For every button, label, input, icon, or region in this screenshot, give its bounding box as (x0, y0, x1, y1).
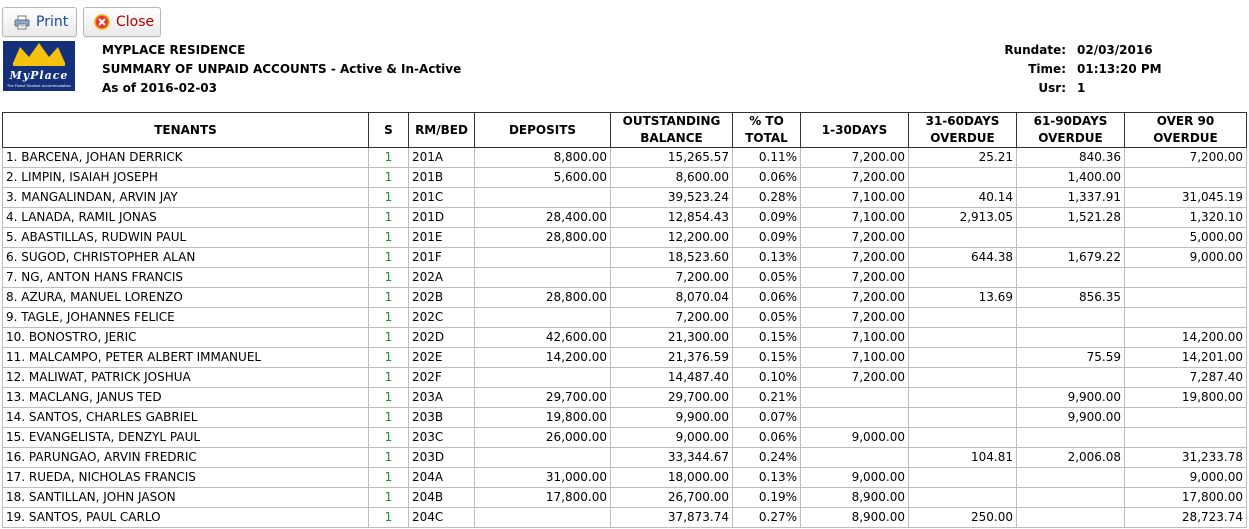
print-label: Print (36, 14, 69, 30)
tenant-name: 15. EVANGELISTA, DENZYL PAUL (3, 428, 369, 448)
percent-to-total: 0.06% (733, 288, 801, 308)
days-61-90-overdue (1017, 228, 1125, 248)
outstanding-balance: 37,873.74 (611, 508, 733, 528)
myplace-logo (3, 41, 75, 91)
over-90-overdue (1125, 408, 1247, 428)
table-row (3, 448, 1247, 468)
status: 1 (369, 508, 409, 528)
percent-to-total: 0.13% (733, 468, 801, 488)
over-90-overdue (1125, 168, 1247, 188)
percent-to-total: 0.13% (733, 248, 801, 268)
outstanding-balance: 7,200.00 (611, 268, 733, 288)
days-61-90-overdue: 856.35 (1017, 288, 1125, 308)
table-row (3, 188, 1247, 208)
days-31-60-overdue (909, 168, 1017, 188)
over-90-overdue: 19,800.00 (1125, 388, 1247, 408)
room-bed: 201F (409, 248, 475, 268)
percent-to-total: 0.05% (733, 268, 801, 288)
col-header: TENANTS (3, 113, 369, 148)
days-61-90-overdue (1017, 428, 1125, 448)
tenant-name: 4. LANADA, RAMIL JONAS (3, 208, 369, 228)
tenant-name: 12. MALIWAT, PATRICK JOSHUA (3, 368, 369, 388)
days-61-90-overdue (1017, 268, 1125, 288)
status: 1 (369, 188, 409, 208)
outstanding-balance: 12,200.00 (611, 228, 733, 248)
tenant-name: 19. SANTOS, PAUL CARLO (3, 508, 369, 528)
days-31-60-overdue (909, 428, 1017, 448)
status: 1 (369, 388, 409, 408)
print-button[interactable] (2, 7, 77, 37)
deposits: 42,600.00 (475, 328, 611, 348)
tenant-name: 3. MANGALINDAN, ARVIN JAY (3, 188, 369, 208)
outstanding-balance: 8,600.00 (611, 168, 733, 188)
table-row (3, 268, 1247, 288)
table-row (3, 328, 1247, 348)
report-date: As of 2016-02-03 (102, 81, 218, 95)
room-bed: 201C (409, 188, 475, 208)
room-bed: 203C (409, 428, 475, 448)
room-bed: 202C (409, 308, 475, 328)
room-bed: 203D (409, 448, 475, 468)
tenant-name: 6. SUGOD, CHRISTOPHER ALAN (3, 248, 369, 268)
days-31-60-overdue (909, 348, 1017, 368)
tenant-name: 9. TAGLE, JOHANNES FELICE (3, 308, 369, 328)
over-90-overdue (1125, 428, 1247, 448)
deposits: 29,700.00 (475, 388, 611, 408)
deposits: 17,800.00 (475, 488, 611, 508)
status: 1 (369, 208, 409, 228)
over-90-overdue: 14,200.00 (1125, 328, 1247, 348)
room-bed: 202E (409, 348, 475, 368)
table-row (3, 228, 1247, 248)
company-name: MYPLACE RESIDENCE (102, 43, 246, 57)
table-row (3, 388, 1247, 408)
tenant-name: 7. NG, ANTON HANS FRANCIS (3, 268, 369, 288)
percent-to-total: 0.11% (733, 148, 801, 168)
deposits (475, 188, 611, 208)
room-bed: 201D (409, 208, 475, 228)
days-1-30: 7,200.00 (801, 228, 909, 248)
status: 1 (369, 348, 409, 368)
percent-to-total: 0.09% (733, 228, 801, 248)
tenant-name: 8. AZURA, MANUEL LORENZO (3, 288, 369, 308)
tenant-name: 16. PARUNGAO, ARVIN FREDRIC (3, 448, 369, 468)
days-31-60-overdue: 25.21 (909, 148, 1017, 168)
table-row (3, 168, 1247, 188)
days-1-30: 9,000.00 (801, 468, 909, 488)
outstanding-balance: 14,487.40 (611, 368, 733, 388)
days-31-60-overdue (909, 228, 1017, 248)
outstanding-balance: 21,376.59 (611, 348, 733, 368)
tenant-name: 18. SANTILLAN, JOHN JASON (3, 488, 369, 508)
time-label: Time: (1028, 62, 1066, 76)
col-header: 1-30DAYS (801, 113, 909, 148)
days-31-60-overdue (909, 468, 1017, 488)
status: 1 (369, 268, 409, 288)
outstanding-balance: 39,523.24 (611, 188, 733, 208)
days-31-60-overdue: 13.69 (909, 288, 1017, 308)
days-61-90-overdue (1017, 488, 1125, 508)
tenant-name: 10. BONOSTRO, JERIC (3, 328, 369, 348)
usr-label: Usr: (1038, 81, 1066, 95)
days-61-90-overdue: 9,900.00 (1017, 408, 1125, 428)
percent-to-total: 0.10% (733, 368, 801, 388)
room-bed: 201E (409, 228, 475, 248)
status: 1 (369, 488, 409, 508)
room-bed: 204C (409, 508, 475, 528)
status: 1 (369, 428, 409, 448)
status: 1 (369, 308, 409, 328)
col-header: OVER 90 OVERDUE (1125, 113, 1247, 148)
over-90-overdue: 9,000.00 (1125, 468, 1247, 488)
percent-to-total: 0.07% (733, 408, 801, 428)
days-1-30: 7,100.00 (801, 208, 909, 228)
col-header: DEPOSITS (475, 113, 611, 148)
days-31-60-overdue: 40.14 (909, 188, 1017, 208)
days-31-60-overdue: 644.38 (909, 248, 1017, 268)
deposits: 19,800.00 (475, 408, 611, 428)
days-1-30: 7,100.00 (801, 188, 909, 208)
percent-to-total: 0.28% (733, 188, 801, 208)
table-row (3, 428, 1247, 448)
printer-icon (14, 15, 30, 30)
close-label: Close (116, 14, 155, 30)
percent-to-total: 0.06% (733, 168, 801, 188)
unpaid-accounts-table (2, 112, 1247, 528)
days-1-30 (801, 408, 909, 428)
days-31-60-overdue (909, 408, 1017, 428)
days-1-30: 7,200.00 (801, 268, 909, 288)
table-row (3, 208, 1247, 228)
days-31-60-overdue (909, 308, 1017, 328)
percent-to-total: 0.24% (733, 448, 801, 468)
tenant-name: 11. MALCAMPO, PETER ALBERT IMMANUEL (3, 348, 369, 368)
room-bed: 202B (409, 288, 475, 308)
days-1-30: 7,200.00 (801, 368, 909, 388)
days-1-30 (801, 448, 909, 468)
days-31-60-overdue (909, 328, 1017, 348)
table-row (3, 348, 1247, 368)
days-1-30: 7,200.00 (801, 248, 909, 268)
days-1-30: 7,200.00 (801, 288, 909, 308)
col-header: RM/BED (409, 113, 475, 148)
status: 1 (369, 248, 409, 268)
run-info-labels (1000, 41, 1066, 98)
days-61-90-overdue: 840.36 (1017, 148, 1125, 168)
status: 1 (369, 448, 409, 468)
deposits (475, 448, 611, 468)
percent-to-total: 0.21% (733, 388, 801, 408)
table-row (3, 508, 1247, 528)
status: 1 (369, 408, 409, 428)
days-61-90-overdue: 1,679.22 (1017, 248, 1125, 268)
col-header: S (369, 113, 409, 148)
over-90-overdue: 31,045.19 (1125, 188, 1247, 208)
over-90-overdue (1125, 288, 1247, 308)
over-90-overdue (1125, 268, 1247, 288)
status: 1 (369, 288, 409, 308)
room-bed: 203A (409, 388, 475, 408)
deposits: 28,400.00 (475, 208, 611, 228)
room-bed: 203B (409, 408, 475, 428)
days-61-90-overdue (1017, 328, 1125, 348)
deposits: 8,800.00 (475, 148, 611, 168)
table-row (3, 368, 1247, 388)
days-61-90-overdue: 2,006.08 (1017, 448, 1125, 468)
deposits: 31,000.00 (475, 468, 611, 488)
days-61-90-overdue: 1,337.91 (1017, 188, 1125, 208)
col-header: % TO TOTAL (733, 113, 801, 148)
report-header (102, 41, 461, 98)
days-1-30: 8,900.00 (801, 508, 909, 528)
over-90-overdue: 28,723.74 (1125, 508, 1247, 528)
table-header-row (3, 113, 1247, 148)
tenant-name: 2. LIMPIN, ISAIAH JOSEPH (3, 168, 369, 188)
deposits: 28,800.00 (475, 228, 611, 248)
days-31-60-overdue: 250.00 (909, 508, 1017, 528)
table-row (3, 308, 1247, 328)
percent-to-total: 0.27% (733, 508, 801, 528)
over-90-overdue (1125, 308, 1247, 328)
days-31-60-overdue: 104.81 (909, 448, 1017, 468)
deposits (475, 268, 611, 288)
outstanding-balance: 9,000.00 (611, 428, 733, 448)
deposits (475, 368, 611, 388)
status: 1 (369, 468, 409, 488)
over-90-overdue: 14,201.00 (1125, 348, 1247, 368)
deposits (475, 308, 611, 328)
usr-value: 1 (1077, 81, 1086, 95)
days-61-90-overdue: 9,900.00 (1017, 388, 1125, 408)
outstanding-balance: 21,300.00 (611, 328, 733, 348)
outstanding-balance: 7,200.00 (611, 308, 733, 328)
table-row (3, 488, 1247, 508)
days-31-60-overdue (909, 268, 1017, 288)
tenant-name: 13. MACLANG, JANUS TED (3, 388, 369, 408)
tenant-name: 14. SANTOS, CHARLES GABRIEL (3, 408, 369, 428)
days-1-30: 7,200.00 (801, 148, 909, 168)
room-bed: 202A (409, 268, 475, 288)
tenant-name: 1. BARCENA, JOHAN DERRICK (3, 148, 369, 168)
days-1-30: 8,900.00 (801, 488, 909, 508)
room-bed: 201A (409, 148, 475, 168)
days-61-90-overdue: 75.59 (1017, 348, 1125, 368)
days-31-60-overdue (909, 388, 1017, 408)
days-61-90-overdue (1017, 308, 1125, 328)
over-90-overdue: 7,287.40 (1125, 368, 1247, 388)
days-1-30: 9,000.00 (801, 428, 909, 448)
report-title: SUMMARY OF UNPAID ACCOUNTS - Active & In-Active (102, 62, 462, 76)
outstanding-balance: 18,000.00 (611, 468, 733, 488)
outstanding-balance: 8,070.04 (611, 288, 733, 308)
status: 1 (369, 228, 409, 248)
days-61-90-overdue (1017, 368, 1125, 388)
time-value: 01:13:20 PM (1077, 62, 1162, 76)
deposits (475, 508, 611, 528)
col-header: 61-90DAYS OVERDUE (1017, 113, 1125, 148)
deposits: 28,800.00 (475, 288, 611, 308)
outstanding-balance: 33,344.67 (611, 448, 733, 468)
days-31-60-overdue (909, 368, 1017, 388)
tenant-name: 5. ABASTILLAS, RUDWIN PAUL (3, 228, 369, 248)
run-info-values (1077, 41, 1162, 98)
percent-to-total: 0.19% (733, 488, 801, 508)
table-row (3, 408, 1247, 428)
percent-to-total: 0.06% (733, 428, 801, 448)
room-bed: 201B (409, 168, 475, 188)
days-1-30: 7,200.00 (801, 168, 909, 188)
rundate-value: 02/03/2016 (1077, 43, 1153, 57)
col-header: OUTSTANDING BALANCE (611, 113, 733, 148)
status: 1 (369, 168, 409, 188)
days-31-60-overdue (909, 488, 1017, 508)
col-header: 31-60DAYS OVERDUE (909, 113, 1017, 148)
status: 1 (369, 368, 409, 388)
table-row (3, 288, 1247, 308)
percent-to-total: 0.15% (733, 348, 801, 368)
table-row (3, 148, 1247, 168)
svg-text:MyPlace: MyPlace (9, 69, 69, 82)
room-bed: 202D (409, 328, 475, 348)
days-1-30: 7,100.00 (801, 328, 909, 348)
days-61-90-overdue: 1,521.28 (1017, 208, 1125, 228)
deposits: 5,600.00 (475, 168, 611, 188)
svg-text:The Finest Student Accommodati: The Finest Student Accommodation (7, 84, 71, 88)
deposits (475, 248, 611, 268)
room-bed: 204B (409, 488, 475, 508)
percent-to-total: 0.15% (733, 328, 801, 348)
deposits: 14,200.00 (475, 348, 611, 368)
outstanding-balance: 26,700.00 (611, 488, 733, 508)
outstanding-balance: 29,700.00 (611, 388, 733, 408)
room-bed: 204A (409, 468, 475, 488)
days-1-30 (801, 388, 909, 408)
percent-to-total: 0.05% (733, 308, 801, 328)
days-61-90-overdue (1017, 468, 1125, 488)
over-90-overdue: 31,233.78 (1125, 448, 1247, 468)
over-90-overdue: 7,200.00 (1125, 148, 1247, 168)
days-1-30: 7,100.00 (801, 348, 909, 368)
deposits: 26,000.00 (475, 428, 611, 448)
close-button[interactable] (83, 7, 161, 37)
over-90-overdue: 9,000.00 (1125, 248, 1247, 268)
status: 1 (369, 148, 409, 168)
over-90-overdue: 1,320.10 (1125, 208, 1247, 228)
rundate-label: Rundate: (1004, 43, 1066, 57)
outstanding-balance: 12,854.43 (611, 208, 733, 228)
days-61-90-overdue (1017, 508, 1125, 528)
days-31-60-overdue: 2,913.05 (909, 208, 1017, 228)
over-90-overdue: 17,800.00 (1125, 488, 1247, 508)
over-90-overdue: 5,000.00 (1125, 228, 1247, 248)
outstanding-balance: 18,523.60 (611, 248, 733, 268)
room-bed: 202F (409, 368, 475, 388)
close-icon (94, 14, 110, 30)
percent-to-total: 0.09% (733, 208, 801, 228)
table-row (3, 468, 1247, 488)
tenant-name: 17. RUEDA, NICHOLAS FRANCIS (3, 468, 369, 488)
outstanding-balance: 9,900.00 (611, 408, 733, 428)
days-61-90-overdue: 1,400.00 (1017, 168, 1125, 188)
table-row (3, 248, 1247, 268)
status: 1 (369, 328, 409, 348)
days-1-30: 7,200.00 (801, 308, 909, 328)
outstanding-balance: 15,265.57 (611, 148, 733, 168)
